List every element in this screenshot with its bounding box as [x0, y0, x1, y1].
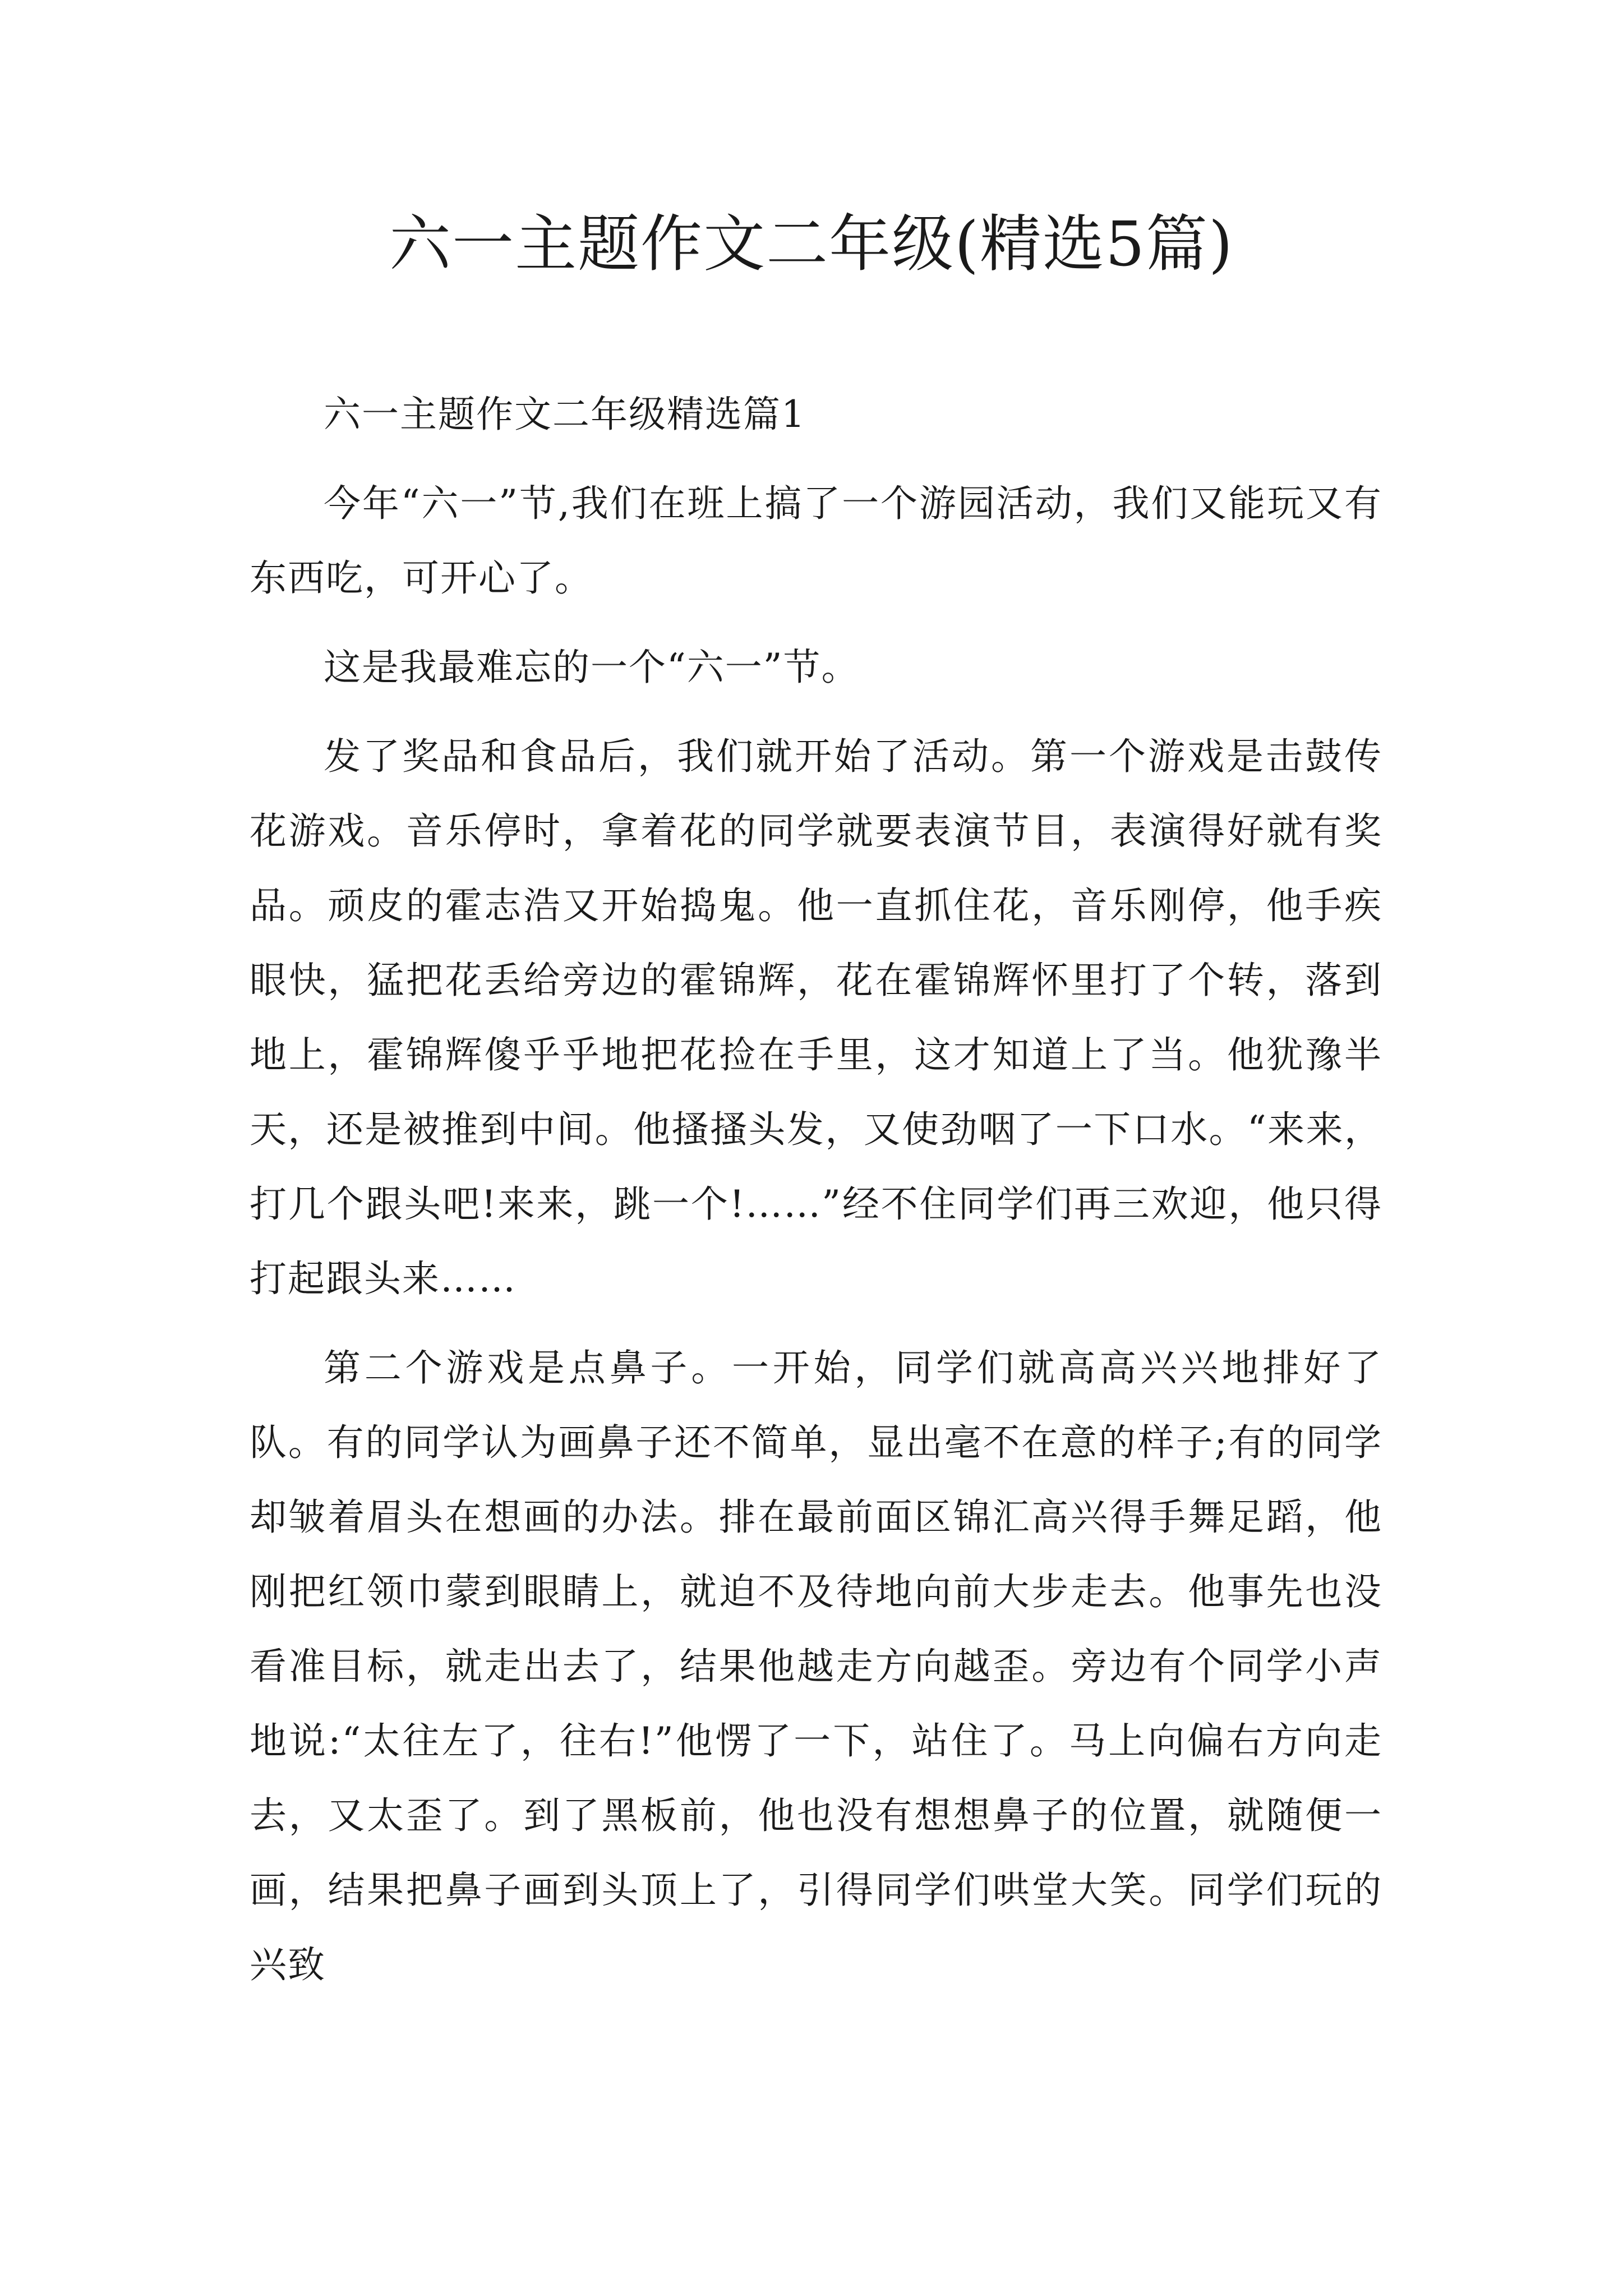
document-body	[250, 377, 1382, 2002]
paragraph-intro: 今年“六一”节,我们在班上搞了一个游园活动，我们又能玩又有东西吃，可开心了。	[250, 482, 1382, 600]
paragraph-game-two: 第二个游戏是点鼻子。一开始，同学们就高高兴兴地排好了队。有的同学认为画鼻子还不简单，显出毫不在意的样子;有的同学却皱着眉头在想画的办法。排在最前面区锦汇高兴得手舞足蹈，他刚把红领巾蒙到眼睛上，就迫不及待地向前大步走去。他事先也没看准目标，就走出去了，结果他越走方向越歪。旁边有个同学小声地说:“太往左了，往右!”他愣了一下，站住了。马上向偏右方向走去，又太歪了。到了黑板前，他也没有想想鼻子的位置，就随便一画，结果把鼻子画到头顶上了，引得同学们哄堂大笑。同学们玩的兴致	[250, 1346, 1382, 1986]
section-heading: 六一主题作文二年级精选篇1	[324, 393, 806, 436]
paragraph-memorable: 这是我最难忘的一个“六一”节。	[324, 646, 860, 689]
document-title: 六一主题作文二年级(精选5篇)	[389, 208, 1234, 280]
paragraph-game-one: 发了奖品和食品后，我们就开始了活动。第一个游戏是击鼓传花游戏。音乐停时，拿着花的同学就要表演节目，表演得好就有奖品。顽皮的霍志浩又开始捣鬼。他一直抓住花，音乐刚停，他手疾眼快，猛把花丢给旁边的霍锦辉，花在霍锦辉怀里打了个转，落到地上，霍锦辉傻乎乎地把花捡在手里，这才知道上了当。他犹豫半天，还是被推到中间。他搔搔头发，又使劲咽了一下口水。“来来，打几个跟头吧!来来，跳一个!……”经不住同学们再三欢迎，他只得打起跟头来……	[250, 735, 1382, 1300]
